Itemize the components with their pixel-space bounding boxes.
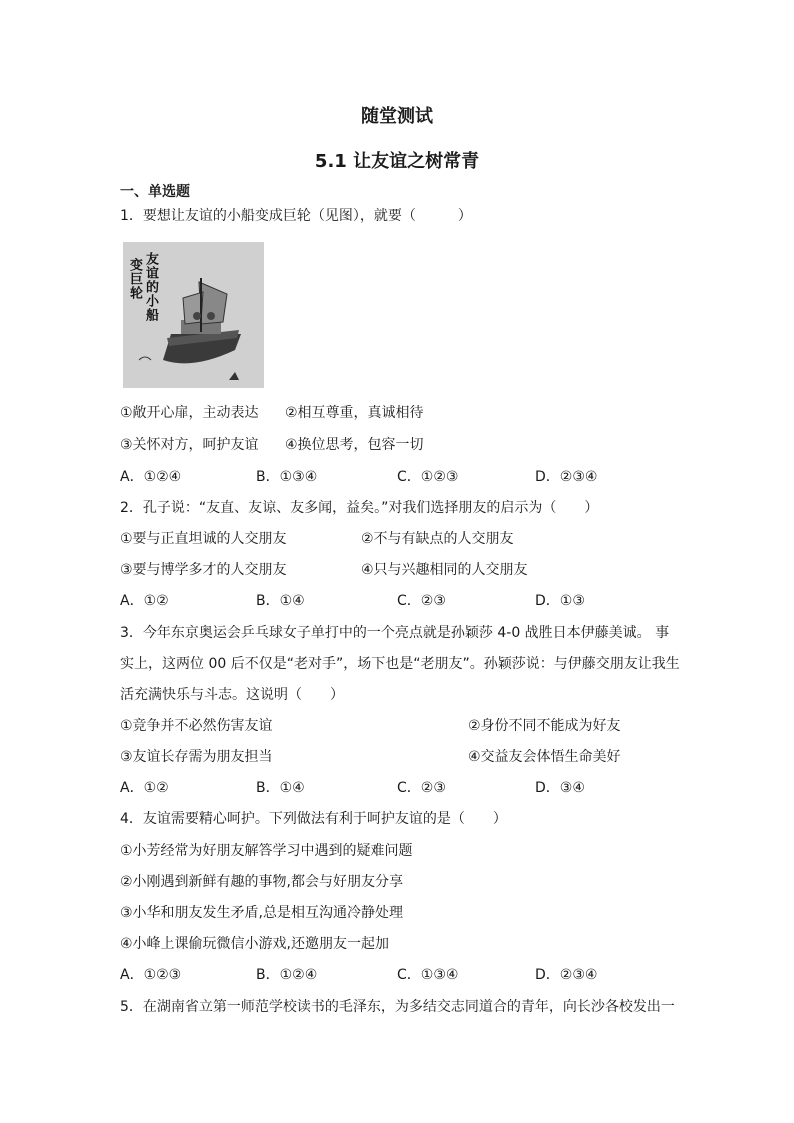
q2-item-1: ①要与正直坦诚的人交朋友	[120, 531, 287, 547]
q3-answer-c: C．②③	[397, 780, 446, 796]
q2-answer-c: C．②③	[397, 593, 446, 609]
q4-answer-a: A．①②③	[120, 967, 182, 983]
q4-answer-d: D．②③④	[535, 967, 598, 983]
q2-item-4: ④只与兴趣相同的人交朋友	[361, 562, 528, 578]
q1-answer-d: D．②③④	[535, 469, 598, 485]
section-heading: 一、单选题	[120, 184, 190, 200]
q2-answer-d: D．①③	[535, 593, 585, 609]
q3-answer-b: B．①④	[256, 780, 305, 796]
question-2-stem: 2．孔子说：“友直、友谅、友多闻，益矣。”对我们选择朋友的启示为（ ）	[120, 500, 599, 516]
q3-answer-a: A．①②	[120, 780, 169, 796]
q1-answer-c: C．①②③	[397, 469, 459, 485]
figure-caption-side: 变巨轮	[127, 258, 142, 300]
page-subtitle: 5.1 让友谊之树常青	[314, 151, 480, 172]
question-3-stem-line-3: 活充满快乐与斗志。这说明（ ）	[120, 687, 344, 703]
q2-item-2: ②不与有缺点的人交朋友	[361, 531, 514, 547]
q1-item-4: ④换位思考，包容一切	[285, 437, 424, 453]
q1-answer-b: B．①③④	[256, 469, 318, 485]
q3-item-4: ④交益友会体悟生命美好	[468, 749, 621, 765]
q4-item-3: ③小华和朋友发生矛盾,总是相互沟通冷静处理	[120, 905, 403, 921]
q3-answer-d: D．③④	[535, 780, 585, 796]
q3-item-2: ②身份不同不能成为好友	[468, 718, 621, 734]
q4-item-1: ①小芳经常为好朋友解答学习中遇到的疑难问题	[120, 843, 413, 859]
question-1-stem: 1．要想让友谊的小船变成巨轮（见图），就要（ ）	[120, 208, 472, 224]
q4-item-2: ②小刚遇到新鲜有趣的事物,都会与好朋友分享	[120, 874, 403, 890]
q4-answer-c: C．①③④	[397, 967, 459, 983]
question-4-stem: 4．友谊需要精心呵护。下列做法有利于呵护友谊的是（ ）	[120, 811, 507, 827]
page-title: 随堂测试	[361, 106, 433, 127]
q4-answer-b: B．①②④	[256, 967, 318, 983]
q3-item-3: ③友谊长存需为朋友担当	[120, 749, 273, 765]
q4-item-4: ④小峰上课偷玩微信小游戏,还邀朋友一起加	[120, 936, 389, 952]
question-3-stem-line-2: 实上，这两位 00 后不仅是“老对手”，场下也是“老朋友”。孙颖莎说：与伊藤交朋友让我生	[120, 656, 680, 672]
question-5-stem: 5．在湖南省立第一师范学校读书的毛泽东，为多结交志同道合的青年，向长沙各校发出一	[120, 999, 675, 1015]
q1-item-2: ②相互尊重，真诚相待	[285, 405, 424, 421]
q1-answer-a: A．①②④	[120, 469, 182, 485]
q2-item-3: ③要与博学多才的人交朋友	[120, 562, 287, 578]
q3-item-1: ①竞争并不必然伤害友谊	[120, 718, 273, 734]
q2-answer-b: B．①④	[256, 593, 305, 609]
q2-answer-a: A．①②	[120, 593, 169, 609]
question-3-stem-line-1: 3．今年东京奥运会乒乓球女子单打中的一个亮点就是孙颖莎 4-0 战胜日本伊藤美诚。 事	[120, 625, 670, 641]
q1-item-3: ③关怀对方，呵护友谊	[120, 437, 259, 453]
q1-item-1: ①敞开心扉，主动表达	[120, 405, 259, 421]
figure-caption-main: 友谊的小船	[143, 252, 158, 322]
